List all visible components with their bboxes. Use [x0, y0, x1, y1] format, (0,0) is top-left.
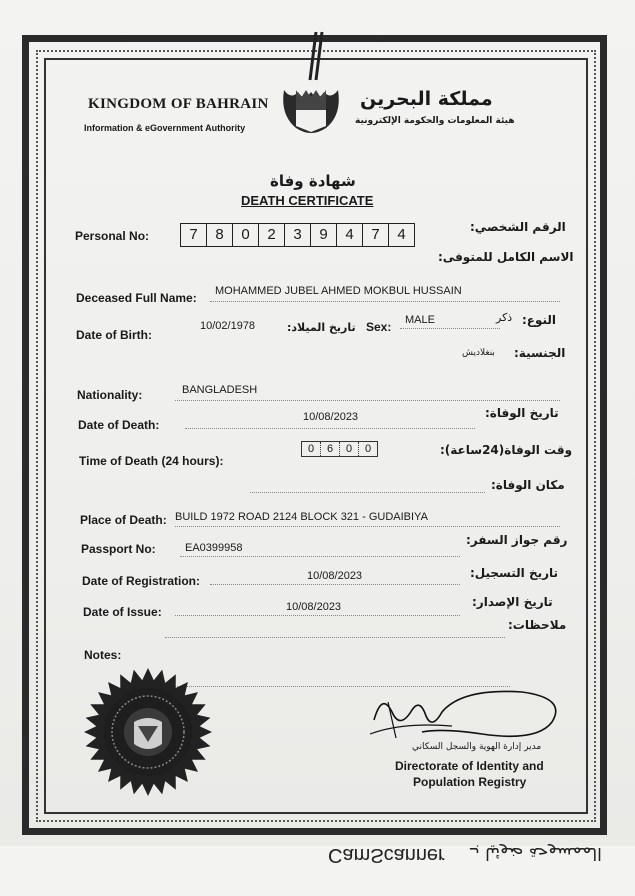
- dor-label: Date of Registration:: [82, 574, 201, 588]
- nationality-label-ar: الجنسية:: [514, 346, 566, 360]
- personal-no-boxes: [180, 223, 415, 247]
- tod-digit: 0: [340, 442, 359, 456]
- nationality-value-ar: بنغلاديش: [462, 348, 495, 358]
- personal-no-digit: 0: [233, 224, 259, 246]
- remarks-line: [165, 637, 505, 638]
- tod-digit: 0: [302, 442, 321, 456]
- doi-value: 10/08/2023: [286, 601, 342, 613]
- personal-no-digit: 4: [397, 226, 406, 243]
- directorate-en-line1: Directorate of Identity and: [395, 759, 544, 773]
- doi-line: [175, 615, 460, 616]
- dob-label: Date of Birth:: [76, 328, 152, 342]
- full-name-line: [210, 301, 560, 302]
- scanner-watermark-ar: الممسوحة ضوئيا بـ: [470, 843, 602, 863]
- title-ar: شهادة وفاة: [270, 172, 356, 190]
- coat-of-arms-icon: [276, 30, 346, 140]
- tod-digit: 0: [364, 443, 372, 455]
- nationality-line: [175, 400, 560, 401]
- personal-no-label-ar: الرقم الشخصي:: [470, 220, 566, 234]
- remarks-label-ar: ملاحظات:: [508, 618, 567, 632]
- passport-label: Passport No:: [81, 542, 156, 556]
- pod-line-ar: [250, 492, 485, 493]
- directorate-en-line2: Population Registry: [413, 775, 527, 789]
- dod-value: 10/08/2023: [303, 411, 359, 423]
- passport-line: [180, 556, 460, 557]
- nationality-value: BANGLADESH: [182, 384, 258, 396]
- dod-label-ar: تاريخ الوفاة:: [485, 406, 559, 420]
- scanner-watermark-en: CamScanner: [328, 844, 445, 866]
- sex-label: Sex:: [366, 320, 392, 334]
- dor-value: 10/08/2023: [307, 570, 363, 582]
- full-name-value: MOHAMMED JUBEL AHMED MOKBUL HUSSAIN: [215, 285, 462, 297]
- kingdom-title-en: KINGDOM OF BAHRAIN: [88, 96, 269, 112]
- dod-label: Date of Death:: [78, 418, 160, 432]
- personal-no-digit: 2: [259, 224, 285, 246]
- dob-value: 10/02/1978: [200, 320, 256, 332]
- dor-line: [210, 584, 460, 585]
- tod-boxes: [301, 441, 378, 457]
- personal-no-digit: 8: [207, 224, 233, 246]
- passport-label-ar: رقم جواز السفر:: [466, 533, 568, 547]
- personal-no-digit: 7: [363, 224, 389, 246]
- dod-line: [185, 428, 475, 429]
- dob-label-ar: تاريخ الميلاد:: [287, 321, 356, 334]
- directorate-ar: مدير إدارة الهوية والسجل السكاني: [412, 742, 542, 752]
- pod-line: [175, 526, 560, 527]
- pod-label: Place of Death:: [80, 513, 167, 527]
- sex-line: [400, 328, 500, 329]
- tod-label-ar: وقت الوفاة(24ساعة):: [440, 443, 573, 457]
- dor-label-ar: تاريخ التسجيل:: [470, 566, 559, 580]
- full-name-label-ar: الاسم الكامل للمتوفى:: [438, 250, 574, 264]
- sex-value-ar: ذكر: [496, 311, 513, 324]
- notes-label: Notes:: [84, 648, 122, 662]
- pod-label-ar: مكان الوفاة:: [491, 478, 565, 492]
- doi-label: Date of Issue:: [83, 605, 162, 619]
- sex-label-ar: النوع:: [522, 313, 557, 327]
- tod-label: Time of Death (24 hours):: [79, 454, 224, 468]
- authority-ar: هيئة المعلومات والحكومة الإلكترونية: [355, 116, 515, 126]
- doi-label-ar: تاريخ الإصدار:: [472, 595, 553, 609]
- personal-no-digit: 4: [337, 224, 363, 246]
- personal-no-digit: 9: [311, 224, 337, 246]
- official-seal-icon: [82, 666, 214, 798]
- kingdom-title-ar: مملكة البحرين: [360, 88, 493, 110]
- tod-digit: 6: [321, 442, 340, 456]
- personal-no-label: Personal No:: [75, 229, 150, 243]
- title-en: DEATH CERTIFICATE: [241, 193, 374, 208]
- personal-no-digit: 3: [285, 224, 311, 246]
- sex-value: MALE: [405, 314, 435, 326]
- nationality-label: Nationality:: [77, 388, 143, 402]
- pod-value: BUILD 1972 ROAD 2124 BLOCK 321 - GUDAIBIYA: [175, 511, 428, 523]
- personal-no-digit: 7: [181, 224, 207, 246]
- full-name-label: Deceased Full Name:: [76, 291, 197, 305]
- authority-en: Information & eGovernment Authority: [84, 123, 246, 133]
- passport-value: EA0399958: [185, 542, 243, 554]
